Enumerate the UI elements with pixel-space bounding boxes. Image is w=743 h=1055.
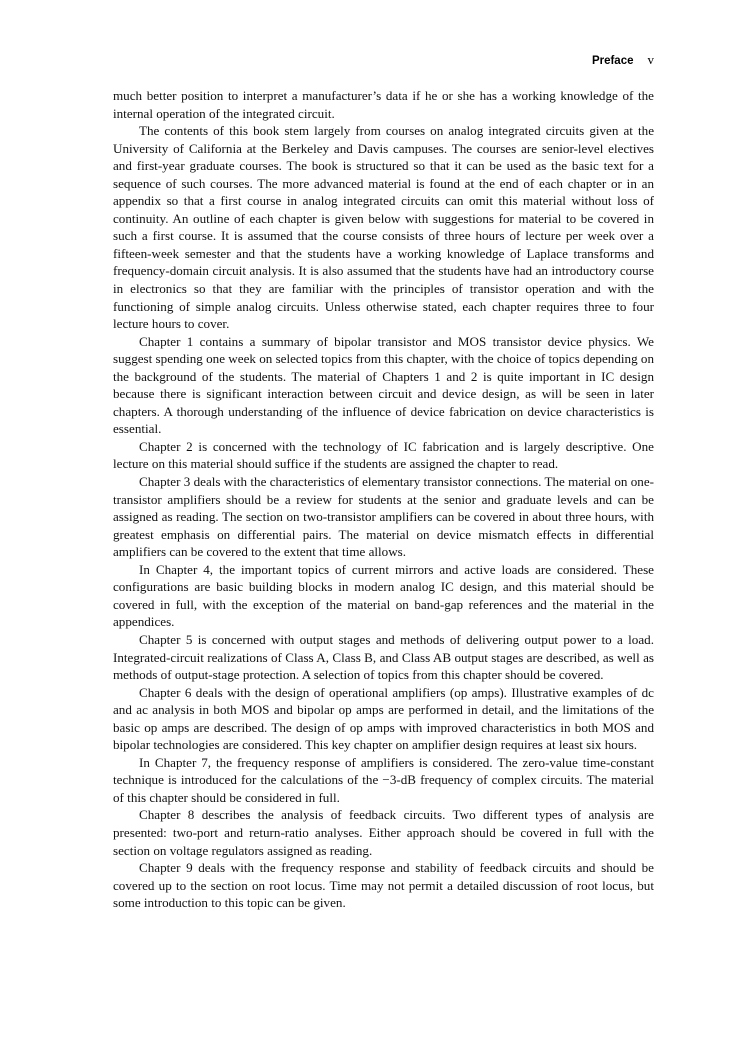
paragraph-chapter-1: Chapter 1 contains a summary of bipolar transistor and MOS transistor device physics. We suggest spending one week on selected topics from this chapter, with the choice of topics depending on the background of the students. The material of Chapters 1 and 2 is quite important in IC design because there is significant interaction between circuit and device design, as will be seen in later chapters. A thorough understanding of the influence of device fabrication on device characteristics is essential. bbox=[113, 333, 654, 437]
paragraph-chapter-4: In Chapter 4, the important topics of current mirrors and active loads are considered. These configurations are basic building blocks in modern analog IC design, and this material should be covered in full, with the exception of the material on band-gap references and the material in the appendices. bbox=[113, 561, 654, 630]
paragraph-chapter-9: Chapter 9 deals with the frequency response and stability of feedback circuits and should be covered up to the section on root locus. Time may not permit a detailed discussion of root locus, but some introduction to this topic can be given. bbox=[113, 860, 654, 911]
paragraph-chapter-2: Chapter 2 is concerned with the technology of IC fabrication and is largely descriptive. One lecture on this material should suffice if the students are assigned the chapter to read. bbox=[113, 438, 654, 472]
paragraph-chapter-3: Chapter 3 deals with the characteristics of elementary transistor connections. The material on one-transistor amplifiers should be a review for students at the senior and graduate levels and can be assigned as reading. The section on two-transistor amplifiers can be covered in about three hours, with greatest emphasis on differential pairs. The material on device mismatch effects in differential amplifiers can be covered to the extent that time allows. bbox=[113, 474, 654, 560]
paragraph-continued: much better position to interpret a manufacturer’s data if he or she has a working knowledge of the internal operation of the integrated circuit. bbox=[113, 88, 654, 121]
paragraph-chapter-7: In Chapter 7, the frequency response of amplifiers is considered. The zero-value time-constant technique is introduced for the calculations of the −3-dB frequency of complex circuits. The material of this chapter should be considered in full. bbox=[113, 754, 654, 805]
body-text bbox=[113, 87, 654, 912]
paragraph-chapter-8: Chapter 8 describes the analysis of feedback circuits. Two different types of analysis are presented: two-port and return-ratio analyses. Either approach should be covered in full with the section on voltage regulators assigned as reading. bbox=[113, 807, 654, 858]
paragraph-chapter-5: Chapter 5 is concerned with output stages and methods of delivering output power to a load. Integrated-circuit realizations of Class A, Class B, and Class AB output stages are described, as well as methods of output-stage protection. A selection of topics from this chapter should be covered. bbox=[113, 631, 654, 683]
paragraph-chapter-6: Chapter 6 deals with the design of operational amplifiers (op amps). Illustrative examples of dc and ac analysis in both MOS and bipolar op amps are performed in detail, and the limitations of the basic op amps are described. The design of op amps with improved characteristics in both MOS and bipolar technologies are considered. This key chapter on amplifier design requires at least six hours. bbox=[113, 684, 654, 753]
paragraph-course-structure: The contents of this book stem largely from courses on analog integrated circuits given at the University of California at the Berkeley and Davis campuses. The courses are senior-level electives and first-year graduate courses. The book is structured so that it can be used as the basic text for a sequence of such courses. The more advanced material is found at the end of each chapter or in an appendix so that a first course in analog integrated circuits can omit this material without loss of continuity. An outline of each chapter is given below with suggestions for material to be covered in such a first course. It is assumed that the course consists of three hours of lecture per week over a fifteen-week semester and that the students have a working knowledge of Laplace transforms and frequency-domain circuit analysis. It is also assumed that the students have had an introductory course in electronics so that they are familiar with the principles of transistor operation and with the functioning of simple analog circuits. Unless otherwise stated, each chapter requires three to four lecture hours to cover. bbox=[113, 123, 654, 332]
page-number: v bbox=[647, 52, 654, 67]
running-header bbox=[113, 51, 654, 69]
section-title: Preface bbox=[591, 55, 634, 67]
